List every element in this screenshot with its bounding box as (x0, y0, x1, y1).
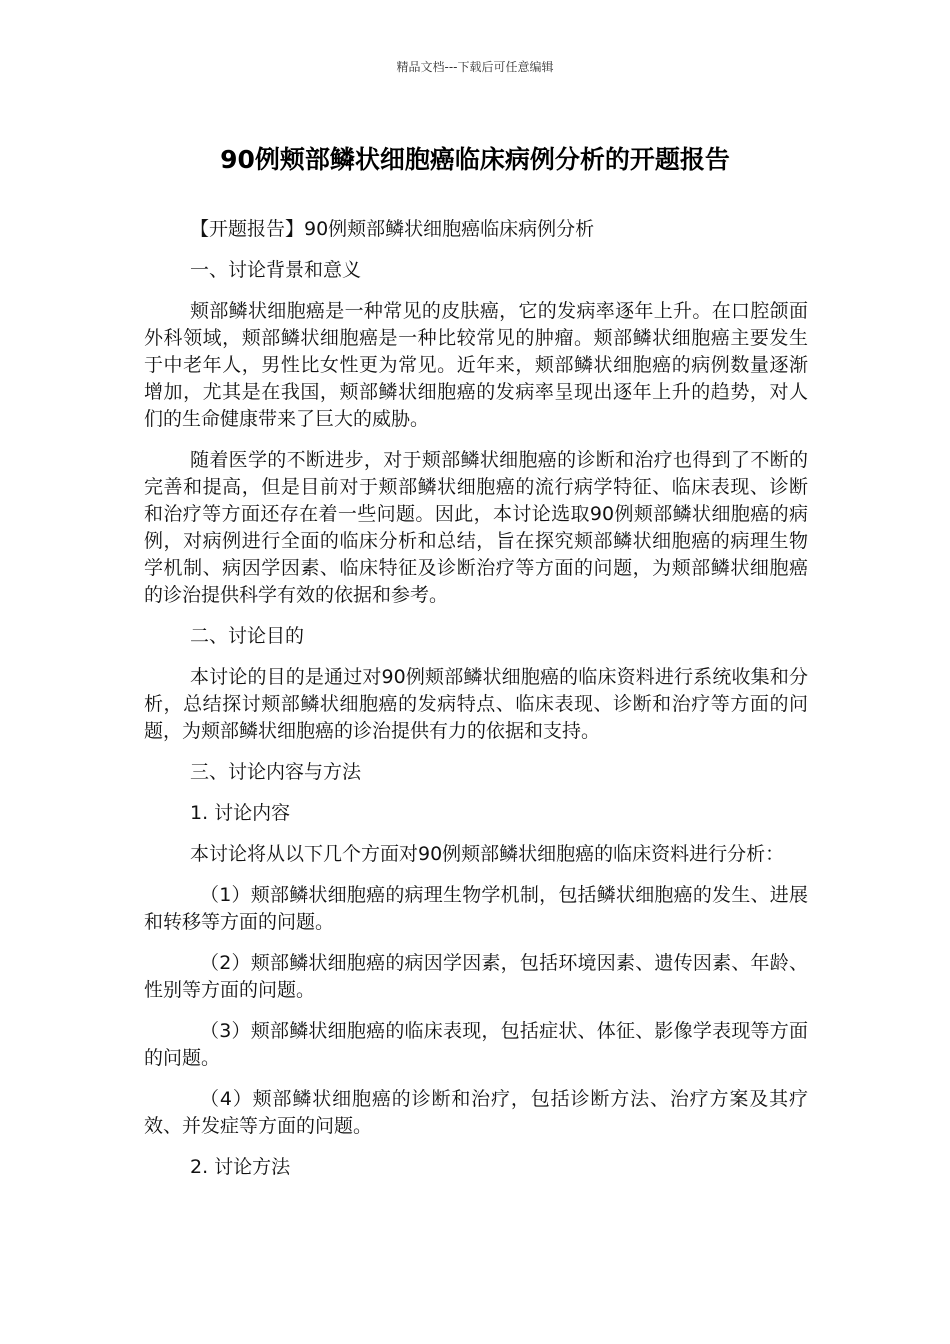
header-note: 精品文档---下载后可任意编辑 (396, 60, 554, 74)
section2-heading: 二、讨论目的 (190, 625, 305, 647)
document-body (144, 216, 808, 1181)
section1-paragraph-2: 随着医学的不断进步，对于颊部鳞状细胞癌的诊断和治疗也得到了不断的完善和提高，但是目前对于颊部鳞状细胞癌的流行病学特征、临床表现、诊断和治疗等方面还存在着一些问题。因此，本讨论选取90例颊部鳞状细胞癌的病例，对病例进行全面的临床分析和总结，旨在探究颊部鳞状细胞癌的病理生物学机制、病因学因素、临床特征及诊断治疗等方面的问题，为颊部鳞状细胞癌的诊治提供科学有效的依据和参考。 (144, 449, 808, 606)
section2-paragraph-1: 本讨论的目的是通过对90例颊部鳞状细胞癌的临床资料进行系统收集和分析，总结探讨颊部鳞状细胞癌的发病特点、临床表现、诊断和治疗等方面的问题，为颊部鳞状细胞癌的诊治提供有力的依据和支持。 (144, 666, 808, 742)
list-item: （3）颊部鳞状细胞癌的临床表现，包括症状、体征、影像学表现等方面的问题。 (144, 1020, 808, 1069)
list-item: （1）颊部鳞状细胞癌的病理生物学机制，包括鳞状细胞癌的发生、进展和转移等方面的问题。 (144, 884, 808, 933)
list-item: （2）颊部鳞状细胞癌的病因学因素，包括环境因素、遗传因素、年龄、性别等方面的问题。 (144, 952, 808, 1001)
document-title: 90例颊部鳞状细胞癌临床病例分析的开题报告 (220, 145, 730, 174)
section1-paragraph-1: 颊部鳞状细胞癌是一种常见的皮肤癌，它的发病率逐年上升。在口腔颌面外科领域，颊部鳞状细胞癌是一种比较常见的肿瘤。颊部鳞状细胞癌主要发生于中老年人，男性比女性更为常见。近年来，颊部鳞状细胞癌的病例数量逐渐增加，尤其是在我国，颊部鳞状细胞癌的发病率呈现出逐年上升的趋势，对人们的生命健康带来了巨大的威胁。 (144, 300, 808, 430)
report-subtitle: 【开题报告】90例颊部鳞状细胞癌临床病例分析 (190, 218, 595, 240)
subsection1-heading: 1. 讨论内容 (190, 802, 291, 824)
section3-heading: 三、讨论内容与方法 (190, 761, 362, 783)
subsection2-heading: 2. 讨论方法 (190, 1156, 291, 1178)
section1-heading: 一、讨论背景和意义 (190, 259, 362, 281)
list-item: （4）颊部鳞状细胞癌的诊断和治疗，包括诊断方法、治疗方案及其疗效、并发症等方面的问题。 (144, 1088, 808, 1137)
subsection1-intro: 本讨论将从以下几个方面对90例颊部鳞状细胞癌的临床资料进行分析： (190, 843, 785, 865)
